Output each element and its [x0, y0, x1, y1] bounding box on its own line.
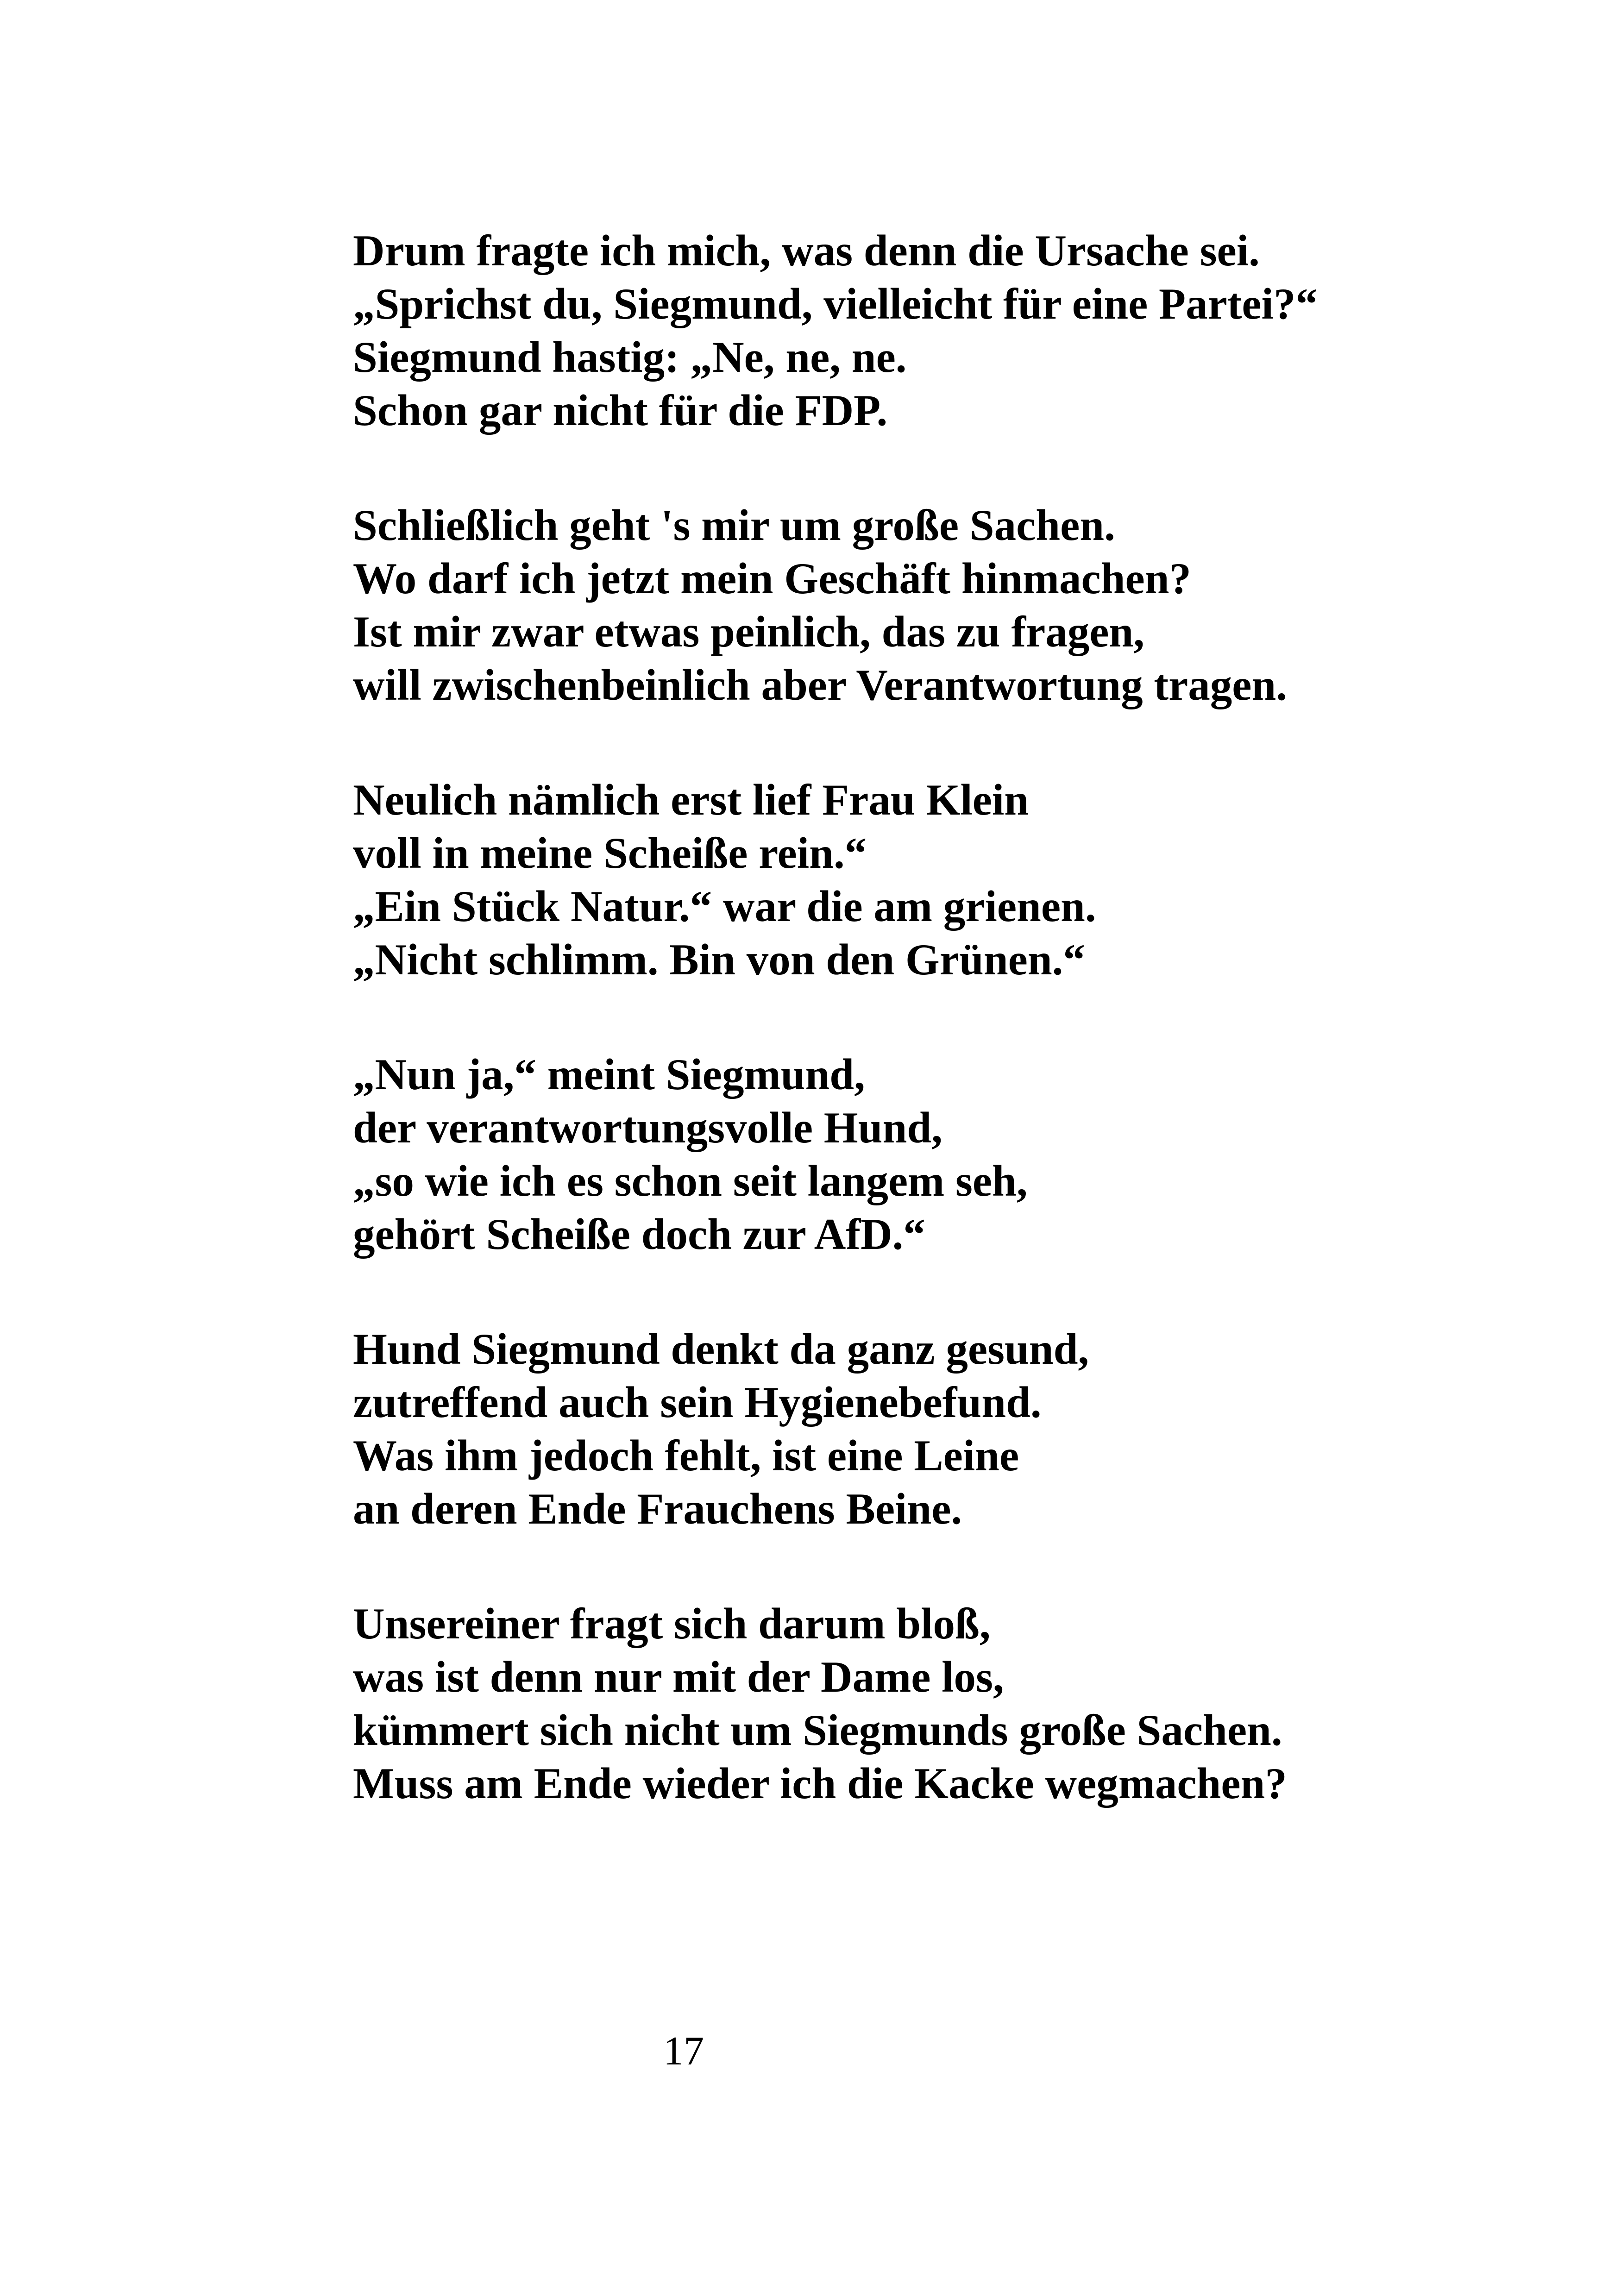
- poem-line: was ist denn nur mit der Dame los,: [353, 1652, 1004, 1701]
- stanza: [353, 1597, 1603, 1810]
- poem-line: Siegmund hastig: „Ne, ne, ne.: [353, 332, 907, 382]
- poem-line: Schon gar nicht für die FDP.: [353, 386, 888, 435]
- poem-line: voll in meine Scheiße rein.“: [353, 828, 867, 878]
- poem-line: „Ein Stück Natur.“ war die am grienen.: [353, 882, 1096, 931]
- poem-line: Wo darf ich jetzt mein Geschäft hinmachen?: [353, 554, 1192, 603]
- poem-line: Neulich nämlich erst lief Frau Klein: [353, 775, 1029, 824]
- poem-line: Ist mir zwar etwas peinlich, das zu fragen,: [353, 607, 1145, 656]
- poem-line: an deren Ende Frauchens Beine.: [353, 1484, 962, 1533]
- poem-line: Was ihm jedoch fehlt, ist eine Leine: [353, 1431, 1019, 1480]
- poem-line: zutreffend auch sein Hygienebefund.: [353, 1378, 1042, 1427]
- poem-line: „so wie ich es schon seit langem seh,: [353, 1156, 1028, 1205]
- poem-line: „Sprichst du, Siegmund, vielleicht für eine Partei?“: [353, 279, 1318, 328]
- stanza: [353, 499, 1603, 712]
- poem-line: Unsereiner fragt sich darum bloß,: [353, 1599, 991, 1648]
- poem-line: Muss am Ende wieder ich die Kacke wegmachen?: [353, 1759, 1287, 1808]
- poem-line: will zwischenbeinlich aber Verantwortung tragen.: [353, 660, 1287, 709]
- stanza: [353, 773, 1603, 986]
- poem-line: kümmert sich nicht um Siegmunds große Sachen.: [353, 1706, 1282, 1755]
- stanza: [353, 224, 1603, 437]
- poem-line: Drum fragte ich mich, was denn die Ursache sei.: [353, 226, 1260, 275]
- poem-line: gehört Scheiße doch zur AfD.“: [353, 1210, 925, 1259]
- poem-body: [353, 224, 1603, 1872]
- stanza: [353, 1323, 1603, 1536]
- stanza: [353, 1048, 1603, 1261]
- poem-line: „Nicht schlimm. Bin von den Grünen.“: [353, 935, 1085, 984]
- poem-line: Schließlich geht 's mir um große Sachen.: [353, 501, 1115, 550]
- page-number: 17: [663, 2029, 704, 2074]
- poem-line: der verantwortungsvolle Hund,: [353, 1103, 942, 1152]
- poem-line: Hund Siegmund denkt da ganz gesund,: [353, 1324, 1089, 1374]
- poem-line: „Nun ja,“ meint Siegmund,: [353, 1050, 865, 1099]
